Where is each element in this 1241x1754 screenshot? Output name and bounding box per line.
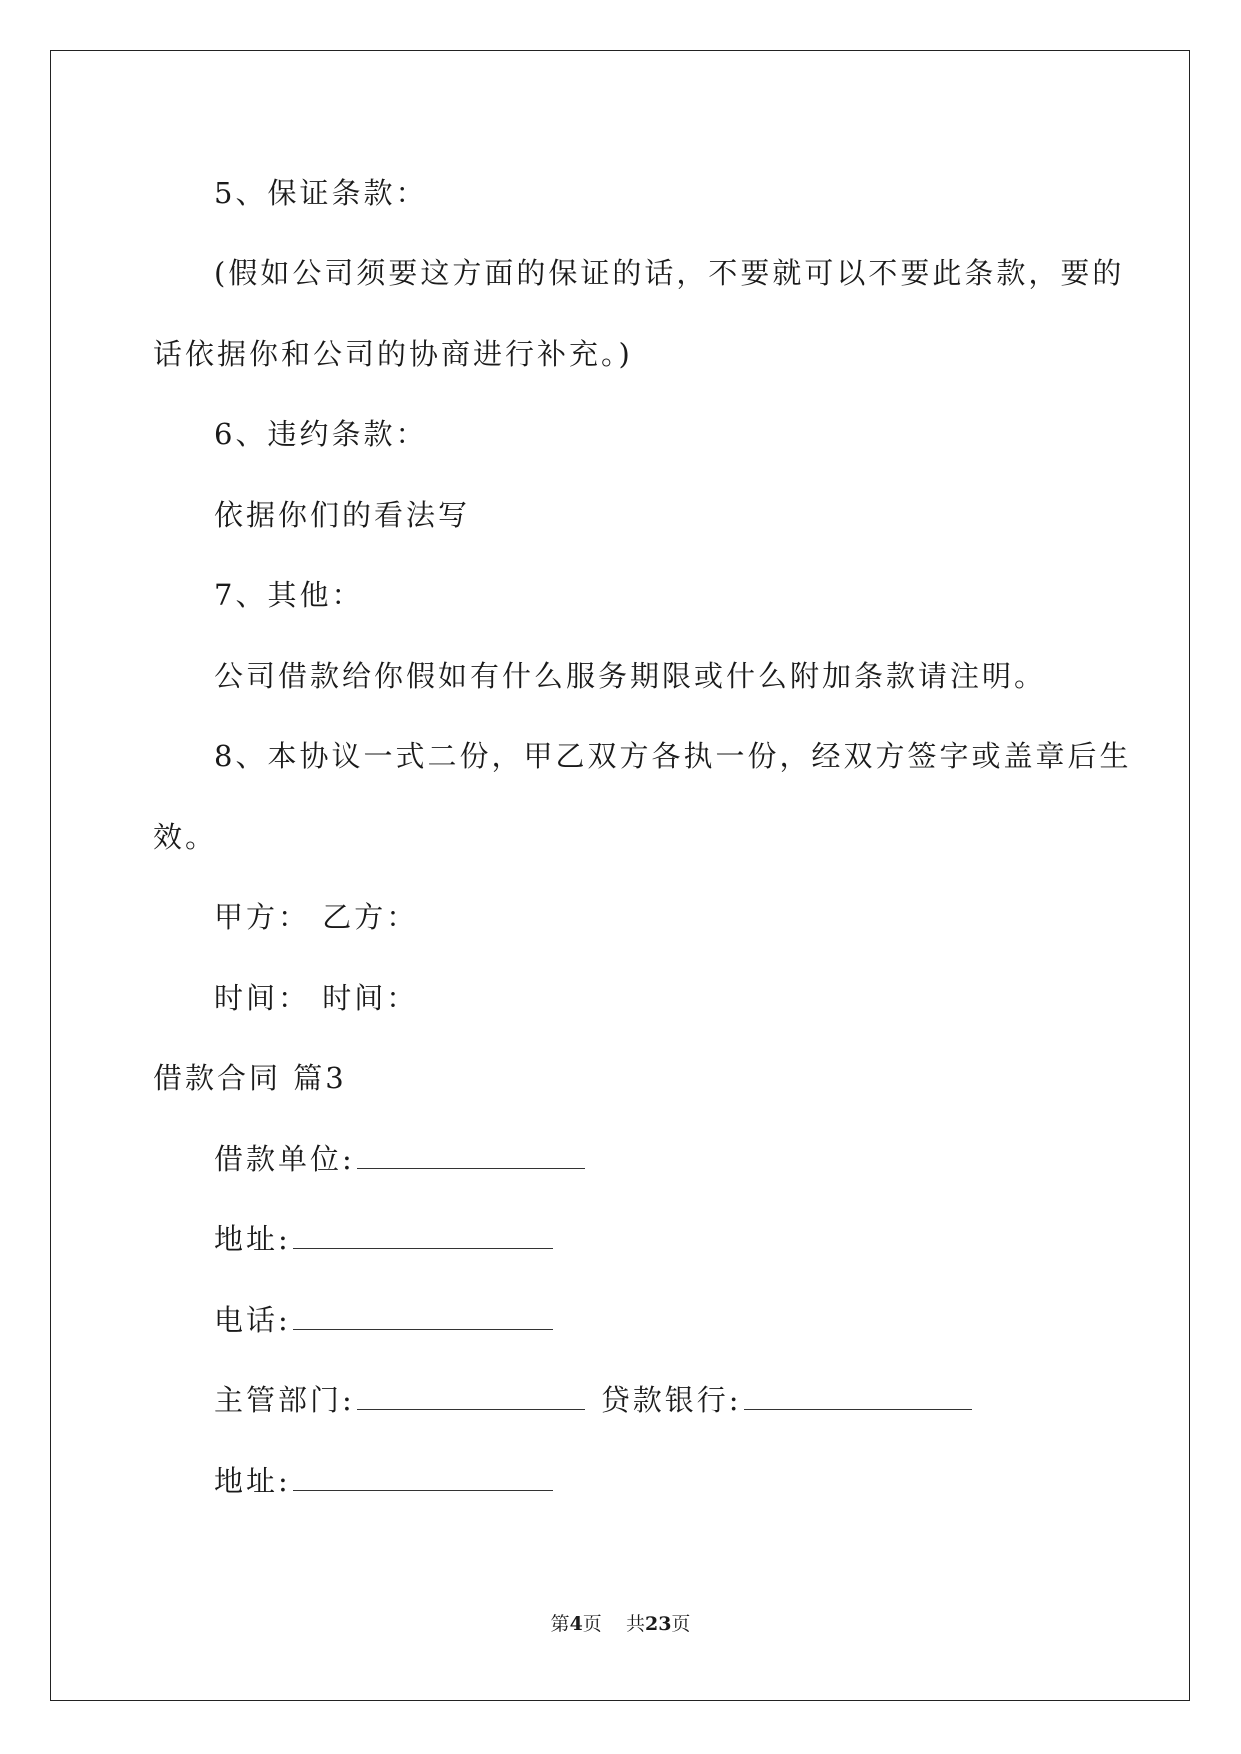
page-border [50,50,1190,1701]
bank-label: 贷款银行: [600,1383,742,1417]
borrower-blank[interactable] [357,1142,585,1169]
dept-bank-row [214,1380,972,1420]
address2-label: 地址: [214,1464,291,1498]
dept-label: 主管部门: [214,1383,355,1417]
clause-7-body: 公司借款给你假如有什么服务期限或什么附加条款请注明。 [214,659,1047,693]
address2-row [214,1461,553,1501]
footer-page-number: 4 [569,1613,583,1635]
address-row [214,1219,553,1259]
address2-blank[interactable] [293,1464,553,1491]
footer-prefix: 第 [550,1613,570,1635]
phone-blank[interactable] [293,1303,553,1330]
clause-5-heading: 5、保证条款： [214,176,428,210]
signature-dates: 时间： 时间： [214,981,419,1015]
phone-row [214,1300,553,1340]
borrower-label: 借款单位: [214,1142,355,1176]
footer-total-pages: 23 [644,1613,672,1635]
address-label: 地址: [214,1222,291,1256]
section-heading: 借款合同 篇3 [153,1061,347,1095]
phone-label: 电话: [214,1303,291,1337]
footer-mid: 页 共 [582,1613,645,1635]
dept-blank[interactable] [357,1383,585,1410]
address-blank[interactable] [293,1222,553,1249]
bank-blank[interactable] [744,1383,972,1410]
footer-suffix: 页 [671,1613,691,1635]
clause-5-note-line-2: 话依据你和公司的协商进行补充。) [153,337,633,371]
clause-5-note-line-1: (假如公司须要这方面的保证的话，不要就可以不要此条款，要的 [214,256,1125,290]
clause-7-heading: 7、其他： [214,578,364,612]
clause-8-line-2: 效。 [153,820,218,854]
clause-8-line-1: 8、本协议一式二份，甲乙双方各执一份，经双方签字或盖章后生 [214,739,1132,773]
page-footer [0,1612,1241,1636]
signature-parties: 甲方： 乙方： [214,900,419,934]
clause-6-body: 依据你们的看法写 [214,498,471,532]
clause-6-heading: 6、违约条款： [214,417,428,451]
borrower-row [214,1139,585,1179]
